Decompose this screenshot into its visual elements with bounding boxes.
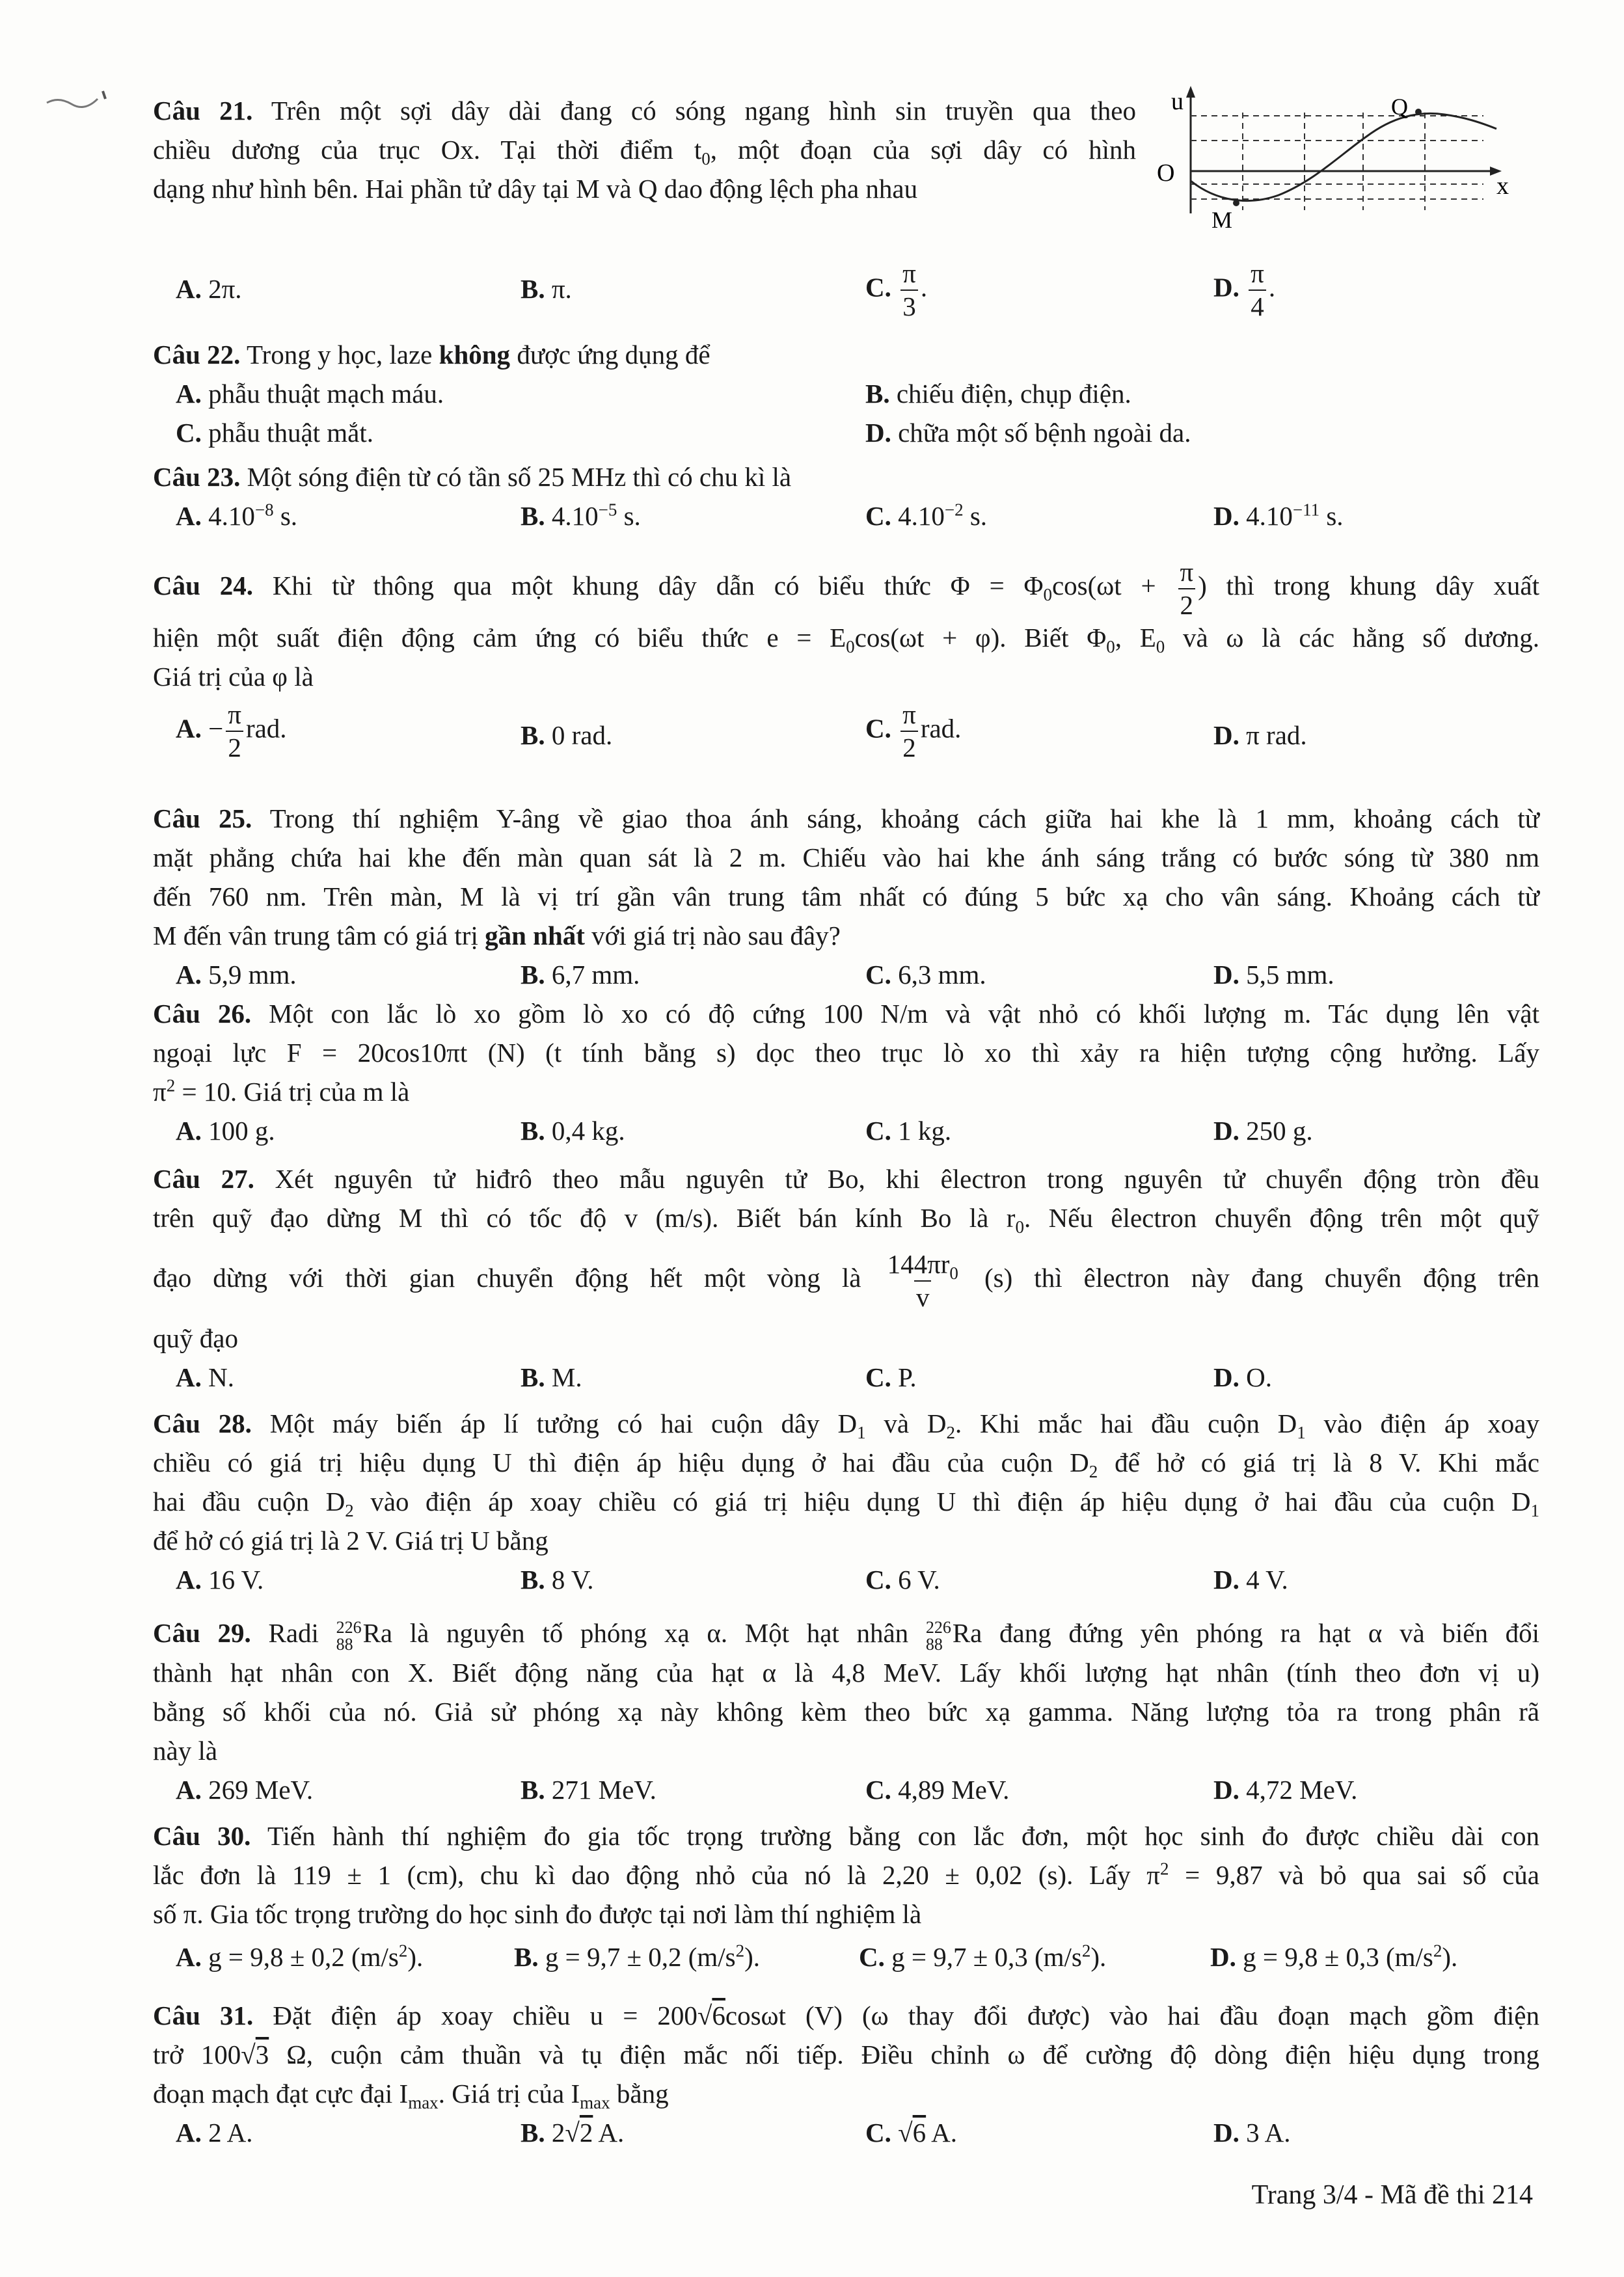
q29-isotope: 226 88 xyxy=(336,1617,362,1654)
q28-text-4: vào điện áp xoay xyxy=(1323,1408,1540,1438)
q31-text-4: Ω, cuộn cảm thuần và tụ điện mắc nối tiếp. Điều chỉnh ω để cường độ dòng điện hiệu dụng trong xyxy=(286,2040,1540,2069)
q31-text-1: Đặt điện áp xoay chiều u = 200 xyxy=(273,2001,697,2030)
q26-text-1: Một con lắc lò xo gồm lò xo có độ cứng 100 N/m và vật nhỏ có khối lượng m. Tác dụng lên vật xyxy=(269,999,1540,1029)
q26-sup: 2 xyxy=(166,1075,176,1096)
q28-sub: 1 xyxy=(857,1423,866,1443)
q28-option-a: 16 V. xyxy=(208,1565,264,1595)
q30-option-a: g = 9,8 ± 0,2 (m/s xyxy=(208,1942,399,1972)
q24-a-unit: rad. xyxy=(245,713,287,744)
q29-text-4: thành hạt nhân con X. Biết động năng của hạt α là 4,8 MeV. Lấy khối lượng hạt nhân (tính theo đơn vị u) xyxy=(153,1657,1539,1688)
q25-text-5: với giá trị nào sau đây? xyxy=(591,921,841,950)
q30-text-2: lắc đơn là 119 ± 1 (cm), chu kì dao động nhỏ của nó là 2,20 ± 0,02 (s). Lấy π xyxy=(153,1860,1160,1890)
question-label: Câu 31. xyxy=(153,2001,254,2030)
q22-text-1: Trong y học, laze xyxy=(246,340,433,370)
question-label: Câu 26. xyxy=(153,999,252,1029)
question-27: Câu 27. Xét nguyên tử hiđrô theo mẫu nguyên tử Bo, khi êlectron trong nguyên tử chuyển động tròn đều trên quỹ đạo dừng M thì có tốc độ v (m/s). Biết bán kính Bo là $r_0$. Nếu êlectron chuyển động trên một quỹ đạo dừng với thời gian chuyển động hết một vòng là $\frac{144\pi r_0}{v}$ (s) thì êlectron này đang chuyển động trên quỹ đạo A. N. B. M. C. P. D. O. xyxy=(153,1164,1540,1392)
q24-option-a: $\frac{\pi}{2}$ xyxy=(226,701,243,761)
q27-text-5: (s) thì êlectron này đang chuyển động trên xyxy=(984,1263,1540,1293)
q23-unit: s. xyxy=(1326,501,1344,531)
figure-o-label: O xyxy=(1157,159,1175,187)
scan-mark xyxy=(46,85,117,120)
q25-text-1: Trong thí nghiệm Y-âng về giao thoa ánh sáng, khoảng cách giữa hai khe là 1 mm, khoảng cách từ xyxy=(269,803,1539,833)
q21-text-1: Trên một sợi dây dài đang có sóng ngang hình sin truyền qua theo xyxy=(271,96,1136,126)
q30-text-3: = 9,87 và bỏ qua sai số của xyxy=(1185,1860,1539,1890)
q26-text-2: ngoại lực F = 20cos10πt (N) (t tính bằng s) dọc theo trục lò xo thì xảy ra hiện tượng cộng hưởng. Lấy xyxy=(153,1038,1539,1068)
q21-options: A. 2π. B. π. C. $\frac{\pi}{3}$ . D. $\frac{\pi}{4}$ . xyxy=(176,258,1276,321)
question-25: Câu 25. Trong thí nghiệm Y-âng về giao thoa ánh sáng, khoảng cách giữa hai khe là 1 mm, khoảng cách từ mặt phẳng chứa hai khe đến màn quan sát là 2 m. Chiếu vào hai khe ánh sáng trắng có bước sóng từ 380 nm đến 760 nm. Trên màn, M là vị trí gần vân trung tâm nhất có đúng 5 bức xạ cho vân sáng. Khoảng cách từ M đến vân trung tâm có giá trị gần nhất với giá trị nào sau đây? A. 5,9 mm. B. 6,7 mm. C. 6,3 mm. D. 5,5 mm. xyxy=(153,803,1539,990)
q28-sub: 1 xyxy=(1530,1501,1540,1521)
question-29: Câu 29. Radi 226 88 Ra là nguyên tố phóng xạ α. Một hạt nhân 226 88 Ra đang đứng yên phóng ra hạt α và biến đổi thành hạt nhân con X. Biết động năng của hạt α là 4,8 MeV. Lấy khối lượng hạt nhân (tính theo đơn vị u) bằng số khối của nó. Giả sử phóng xạ này không kèm theo bức xạ gamma. Năng lượng tỏa ra trong phân rã này là A. 269 MeV. B. 271 MeV. C. 4,89 MeV. D. 4,72 MeV. xyxy=(153,1617,1540,1805)
q25-option-d: 5,5 mm. xyxy=(1246,960,1334,990)
page-footer: Trang 3/4 - Mã đề thi 214 xyxy=(1251,2180,1533,2210)
question-label: Câu 23. xyxy=(153,462,241,492)
q31-option-a: 2 A. xyxy=(208,2118,253,2148)
q23-text: Một sóng điện từ có tần số 25 MHz thì có chu kì là xyxy=(247,462,792,492)
question-label: Câu 28. xyxy=(153,1408,252,1438)
q28-text-2: và D xyxy=(884,1408,947,1438)
q22-option-d: chữa một số bệnh ngoài da. xyxy=(898,418,1191,448)
q28-sub: 2 xyxy=(1089,1462,1098,1482)
q22-option-a: phẫu thuật mạch máu. xyxy=(208,379,444,409)
q23-option-a: 4.10 xyxy=(208,501,255,531)
q26-option-d: 250 g. xyxy=(1246,1116,1313,1146)
q23-b-exp: −5 xyxy=(598,500,617,520)
q31-radicand: 6 xyxy=(712,2001,725,2030)
q27-option-d: O. xyxy=(1246,1362,1272,1392)
q23-option-b: 4.10 xyxy=(551,501,599,531)
q31-option-b: 2√2 A. xyxy=(551,2118,625,2148)
q27-option-c: P. xyxy=(898,1362,917,1392)
q29-option-a: 269 MeV. xyxy=(208,1774,314,1805)
q28-option-b: 8 V. xyxy=(551,1565,594,1595)
q31-radicand: 3 xyxy=(255,2040,269,2069)
q24-sub: 0 xyxy=(1106,637,1115,657)
q29-text-3: Ra đang đứng yên phóng ra hạt α và biến đổi xyxy=(952,1618,1540,1648)
question-21 xyxy=(153,91,1136,208)
q26-option-b: 0,4 kg. xyxy=(551,1116,625,1146)
q21-option-a: 2π. xyxy=(208,274,242,304)
q25-bold: gần nhất xyxy=(485,921,585,950)
q23-a-exp: −8 xyxy=(254,500,274,520)
q31-text-2: cosωt (V) (ω thay đổi được) vào hai đầu đoạn mạch gồm điện xyxy=(725,2001,1539,2030)
q30-sup: 2 xyxy=(1160,1859,1169,1879)
q31-text-3: trở 100 xyxy=(153,2040,241,2069)
q24-text-3: ) thì trong khung dây xuất xyxy=(1198,571,1539,600)
q22-text-2: được ứng dụng để xyxy=(517,340,710,370)
question-label: Câu 21. xyxy=(153,96,253,126)
q25-text-4: M đến vân trung tâm có giá trị xyxy=(153,921,478,950)
q31-option-c: √6 A. xyxy=(898,2118,957,2148)
q28-option-d: 4 V. xyxy=(1246,1565,1288,1595)
q24-c-unit: rad. xyxy=(920,713,962,744)
q25-option-a: 5,9 mm. xyxy=(208,960,297,990)
q28-text-5: chiều có giá trị hiệu dụng U thì điện áp hiệu dụng ở hai đầu của cuộn D xyxy=(153,1448,1089,1477)
figure-m-label: M xyxy=(1211,207,1233,233)
q30-text-4: số π. Gia tốc trọng trường do học sinh đo được tại nơi làm thí nghiệm là xyxy=(153,1899,922,1929)
q29-isotope: 226 88 xyxy=(925,1617,951,1654)
q25-text-2: mặt phẳng chứa hai khe đến màn quan sát là 2 m. Chiếu vào hai khe ánh sáng trắng có bước sóng từ 380 nm xyxy=(153,842,1539,872)
q29-option-c: 4,89 MeV. xyxy=(898,1774,1010,1805)
q28-text-8: vào điện áp xoay chiều có giá trị hiệu dụng U thì điện áp hiệu dụng ở hai đầu của cuộn D xyxy=(370,1487,1531,1516)
q24-text-8: Giá trị của φ là xyxy=(153,662,314,692)
q25-option-c: 6,3 mm. xyxy=(898,960,986,990)
q21-sub: 0 xyxy=(701,149,710,169)
q26-option-a: 100 g. xyxy=(208,1116,275,1146)
q23-option-d: 4.10 xyxy=(1246,501,1293,531)
question-26: Câu 26. Một con lắc lò xo gồm lò xo có độ cứng 100 N/m và vật nhỏ có khối lượng m. Tác dụng lên vật ngoại lực F = 20cos10πt (N) (t tính bằng s) dọc theo trục lò xo thì xảy ra hiện tượng cộng hưởng. Lấy $\pi^2 = 10$. Giá trị của m là A. 100 g. B. 0,4 kg. C. 1 kg. D. 250 g. xyxy=(153,999,1540,1146)
q30-option-c: g = 9,7 ± 0,3 (m/s xyxy=(891,1942,1082,1972)
q27-text-1: Xét nguyên tử hiđrô theo mẫu nguyên tử Bo, khi êlectron trong nguyên tử chuyển động tròn đều xyxy=(275,1164,1539,1194)
question-label: Câu 22. xyxy=(153,340,241,370)
q23-option-c: 4.10 xyxy=(898,501,945,531)
q21-text-3: dạng như hình bên. Hai phần tử dây tại M và Q dao động lệch pha nhau xyxy=(153,174,918,204)
q29-text-5: bằng số khối của nó. Giả sử phóng xạ này không kèm theo bức xạ gamma. Năng lượng tỏa ra trong phân rã xyxy=(153,1696,1539,1727)
q21-text-2a: chiều dương của trục Ox. Tại thời điểm t xyxy=(153,135,702,165)
question-23: Câu 23. Một sóng điện từ có tần số 25 MHz thì có chu kì là A. $4.10^{-8}$ s. B. $4.10^{-5}$ s. C. $4.10^{-2}$ s. D. $4.10^{-11}$ s. xyxy=(153,462,1344,531)
q21-option-b: π. xyxy=(551,274,572,304)
q24-text-7: và ω là các hằng số dương. xyxy=(1182,623,1539,653)
q31-text-6: . Giá trị của I xyxy=(438,2079,580,2109)
q28-sub: 2 xyxy=(345,1501,354,1521)
q25-option-b: 6,7 mm. xyxy=(551,960,640,990)
q24-sub: 0 xyxy=(1043,585,1052,605)
q27-sub: 0 xyxy=(1015,1217,1024,1237)
q24-a-sign: − xyxy=(208,713,224,744)
q28-text-9: để hở có giá trị là 2 V. Giá trị U bằng xyxy=(153,1526,548,1556)
q27-text-6: quỹ đạo xyxy=(153,1323,238,1353)
q23-unit: s. xyxy=(623,501,641,531)
q22-option-b: chiếu điện, chụp điện. xyxy=(896,379,1131,409)
figure-u-label: u xyxy=(1171,88,1184,115)
q28-text-1: Một máy biến áp lí tưởng có hai cuộn dây D xyxy=(269,1408,858,1438)
q28-sub: 1 xyxy=(1297,1423,1306,1443)
question-label: Câu 25. xyxy=(153,803,252,833)
question-28: Câu 28. Một máy biến áp lí tưởng có hai cuộn dây $D_1$ và $D_2$. Khi mắc hai đầu cuộn $D_1$ vào điện áp xoay chiều có giá trị hiệu dụng U thì điện áp hiệu dụng ở hai đầu của cuộn $D_2$ để hở có giá trị là 8 V. Khi mắc hai đầu cuộn $D_2$ vào điện áp xoay chiều có giá trị hiệu dụng U thì điện áp hiệu dụng ở hai đầu của cuộn $D_1$ để hở có giá trị là 2 V. Giá trị U bằng A. 16 V. B. 8 V. C. 6 V. D. 4 V. xyxy=(153,1408,1540,1595)
q30-text-1: Tiến hành thí nghiệm đo gia tốc trọng trường bằng con lắc đơn, một học sinh đo được chiều dài con xyxy=(267,1821,1539,1851)
q28-text-7: hai đầu cuộn D xyxy=(153,1487,345,1516)
q24-text-5: cos(ωt + φ). Biết Φ xyxy=(854,623,1107,653)
question-label: Câu 30. xyxy=(153,1821,251,1851)
wave-figure xyxy=(1145,83,1522,246)
q28-sub: 2 xyxy=(946,1423,955,1443)
q26-option-c: 1 kg. xyxy=(898,1116,952,1146)
q28-option-c: 6 V. xyxy=(898,1565,940,1595)
q23-unit: s. xyxy=(969,501,988,531)
q24-text-6: , E xyxy=(1115,623,1156,653)
q24-sub: 0 xyxy=(1156,637,1165,657)
q29-text-2: Ra là nguyên tố phóng xạ α. Một hạt nhân xyxy=(362,1618,909,1648)
q30-option-b: g = 9,7 ± 0,2 (m/s xyxy=(545,1942,736,1972)
q23-c-exp: −2 xyxy=(944,500,964,520)
q31-sub: max xyxy=(408,2093,439,2113)
q31-sub: max xyxy=(580,2093,610,2113)
q22-option-c: phẫu thuật mắt. xyxy=(208,418,374,448)
q31-text-7: bằng xyxy=(616,2079,669,2109)
q27-text-3: . Nếu êlectron chuyển động trên một quỹ xyxy=(1023,1203,1539,1233)
question-30: Câu 30. Tiến hành thí nghiệm đo gia tốc trọng trường bằng con lắc đơn, một học sinh đo được chiều dài con lắc đơn là 119 ± 1 (cm), chu kì dao động nhỏ của nó là 2,20 ± 0,02 (s). Lấy $\pi^2 = 9,87$ và bỏ qua sai số của số π. Gia tốc trọng trường do học sinh đo được tại nơi làm thí nghiệm là A. g = 9,8 ± 0,2 $(m/s^2)$. B. g = 9,7 ± 0,2 $(m/s^2)$. C. g = 9,7 ± 0,3 $(m/s^2)$. D. g = 9,8 ± 0,3 $(m/s^2)$. xyxy=(153,1821,1539,1972)
q23-unit: s. xyxy=(280,501,298,531)
question-label: Câu 24. xyxy=(153,571,253,600)
q29-text-6: này là xyxy=(153,1735,218,1766)
q26-text-4: = 10. Giá trị của m là xyxy=(182,1077,410,1107)
q28-text-3: . Khi mắc hai đầu cuộn D xyxy=(954,1408,1297,1438)
q22-bold: không xyxy=(439,340,511,370)
q24-text-2: cos(ωt + xyxy=(1051,571,1156,600)
q29-option-b: 271 MeV. xyxy=(551,1774,656,1805)
q30-option-d: g = 9,8 ± 0,3 (m/s xyxy=(1243,1942,1433,1972)
q24-sub: 0 xyxy=(846,637,855,657)
q24-option-d: π rad. xyxy=(1246,720,1307,750)
figure-x-label: x xyxy=(1496,172,1509,200)
q25-text-3: đến 760 nm. Trên màn, M là vị trí gần vân trung tâm nhất có đúng 5 bức xạ cho vân sáng. Khoảng cách từ xyxy=(153,882,1539,911)
q27-fraction: $\frac{144\pi r_0}{v}$ xyxy=(887,1248,958,1312)
question-label: Câu 29. xyxy=(153,1618,251,1648)
q27-option-b: M. xyxy=(551,1362,582,1392)
question-22: Câu 22. Trong y học, laze không được ứng dụng để A. phẫu thuật mạch máu. B. chiếu điện, chụp điện. C. phẫu thuật mắt. D. chữa một số bệnh ngoài da. xyxy=(153,340,1191,448)
q24-text-1: Khi từ thông qua một khung dây dẫn có biểu thức Φ = Φ xyxy=(272,571,1044,600)
q21-option-d: $\frac{\pi}{4}$ xyxy=(1249,260,1266,320)
question-31: Câu 31. Đặt điện áp xoay chiều u = 200√6cosωt (V) (ω thay đổi được) vào hai đầu đoạn mạch gồm điện trở 100√3 Ω, cuộn cảm thuần và tụ điện mắc nối tiếp. Điều chỉnh ω để cường độ dòng điện hiệu dụng trong đoạn mạch đạt cực đại $I_{max}$. Giá trị của $I_{max}$ bằng A. 2 A. B. 2√2 A. C. √6 A. D. 3 A. xyxy=(153,2001,1540,2148)
q29-text-1: Radi xyxy=(268,1618,319,1648)
q24-fraction: $\frac{\pi}{2}$ xyxy=(1178,559,1195,619)
q21-option-c: $\frac{\pi}{3}$ xyxy=(900,260,918,320)
q21-text-2b: , một đoạn của sợi dây có hình xyxy=(710,135,1136,165)
q24-option-b: 0 rad. xyxy=(551,720,613,750)
q27-text-4: đạo dừng với thời gian chuyển động hết một vòng là xyxy=(153,1263,861,1293)
q26-text-3: π xyxy=(153,1077,167,1107)
q27-option-a: N. xyxy=(208,1362,234,1392)
q29-option-d: 4,72 MeV. xyxy=(1246,1774,1358,1805)
q31-option-d: 3 A. xyxy=(1246,2118,1291,2148)
figure-q-label: Q xyxy=(1391,94,1408,120)
q28-text-6: để hở có giá trị là 8 V. Khi mắc xyxy=(1115,1448,1539,1477)
q24-text-4: hiện một suất điện động cảm ứng có biểu thức e = E xyxy=(153,623,846,653)
q27-text-2: trên quỹ đạo dừng M thì có tốc độ v (m/s). Biết bán kính Bo là r xyxy=(153,1203,1016,1233)
q31-text-5: đoạn mạch đạt cực đại I xyxy=(153,2079,409,2109)
question-label: Câu 27. xyxy=(153,1164,254,1194)
q23-d-exp: −11 xyxy=(1292,500,1320,520)
q24-option-c: $\frac{\pi}{2}$ xyxy=(900,701,918,761)
question-24: Câu 24. Khi từ thông qua một khung dây dẫn có biểu thức $\Phi = \Phi_0\cos(\omega t$ + $\frac{\pi}{2}$ ) thì trong khung dây xuất hiện một suất điện động cảm ứng có biểu thức $e = E_0\cos(\omega t + \varphi)$. Biết $\Phi_0$, $E_0$ và ω là các hằng số dương. Giá trị của φ là A. − $\frac{\pi}{2}$ rad. B. 0 rad. C. $\frac{\pi}{2}$ rad. D. π rad. xyxy=(153,556,1539,762)
